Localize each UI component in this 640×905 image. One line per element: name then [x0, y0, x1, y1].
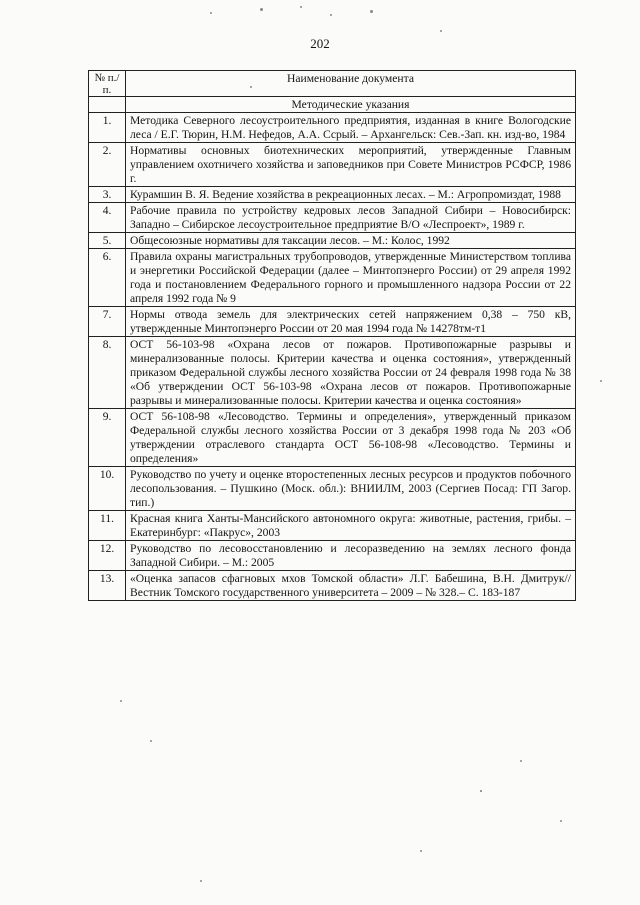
row-document-name: Нормы отвода земель для электрических сетей напряжением 0,38 – 750 кВ, утвержденные Минтопэнерго России от 20 мая 1994 года № 14278тм-т1 [126, 307, 576, 337]
scan-speck [520, 760, 522, 762]
row-number: 1. [89, 113, 126, 143]
scan-speck [370, 10, 373, 13]
row-document-name: Общесоюзные нормативы для таксации лесов. – М.: Колос, 1992 [126, 233, 576, 249]
scan-speck [560, 820, 562, 822]
row-number: 10. [89, 467, 126, 511]
row-number: 4. [89, 203, 126, 233]
table-row [89, 337, 576, 409]
row-document-name: Красная книга Ханты-Мансийского автономного округа: животные, растения, грибы. – Екатеринбург: «Пакрус», 2003 [126, 511, 576, 541]
section-title: Методические указания [126, 97, 576, 113]
scan-speck [260, 8, 263, 11]
table-row [89, 113, 576, 143]
row-document-name: ОСТ 56-108-98 «Лесоводство. Термины и определения», утвержденный приказом Федеральной службы лесного хозяйства России от 3 декабря 1998 года № 203 «Об утверждении отраслевого стандарта ОСТ 56-108-98 «Лесоводство. Термины и определения» [126, 409, 576, 467]
row-document-name: Курамшин В. Я. Ведение хозяйства в рекреационных лесах. – М.: Агропромиздат, 1988 [126, 187, 576, 203]
row-document-name: Правила охраны магистральных трубопроводов, утвержденные Министерством топлива и энергетики Российской Федерации (далее – Минтопэнерго России) от 29 апреля 1992 года и постановлением Федерального горного и промышленного надзора России от 22 апреля 1992 года № 9 [126, 249, 576, 307]
scan-speck [480, 790, 482, 792]
table-row [89, 233, 576, 249]
table-row [89, 249, 576, 307]
row-number: 6. [89, 249, 126, 307]
row-number: 9. [89, 409, 126, 467]
page-number: 202 [310, 36, 330, 51]
documents-table [88, 70, 576, 601]
row-number: 12. [89, 541, 126, 571]
table-row [89, 409, 576, 467]
scan-speck [200, 880, 202, 882]
scan-speck [300, 6, 302, 8]
row-number: 13. [89, 571, 126, 601]
row-number: 11. [89, 511, 126, 541]
row-document-name: Нормативы основных биотехнических мероприятий, утвержденные Главным управлением охотничего хозяйства и заповедников при Совете Министров РСФСР, 1986 г. [126, 143, 576, 187]
table-row [89, 203, 576, 233]
scan-speck [330, 14, 332, 16]
row-number: 7. [89, 307, 126, 337]
row-document-name: ОСТ 56-103-98 «Охрана лесов от пожаров. Противопожарные разрывы и минерализованные полосы. Критерии качества и оценка состояния», утвержденный приказом Федеральной службы лесного хозяйства России от 24 февраля 1998 года № 38 «Об утверждении ОСТ 56-103-98 «Охрана лесов от пожаров. Противопожарные разрывы и минерализованные полосы. Критерии качества и оценка состояния» [126, 337, 576, 409]
row-number: 5. [89, 233, 126, 249]
row-document-name: Руководство по лесовосстановлению и лесоразведению на землях лесного фонда Западной Сибири. – М.: 2005 [126, 541, 576, 571]
scan-speck [250, 86, 252, 88]
table-row [89, 467, 576, 511]
row-document-name: Руководство по учету и оценке второстепенных лесных ресурсов и продуктов побочного лесопользования. – Пушкино (Моск. обл.): ВНИИЛМ, 2003 (Сергиев Посад: ГП Загор. тип.) [126, 467, 576, 511]
table-row [89, 571, 576, 601]
table-row [89, 187, 576, 203]
table-row [89, 511, 576, 541]
table-header-row [89, 71, 576, 97]
row-number: 2. [89, 143, 126, 187]
table-row [89, 307, 576, 337]
row-document-name: Методика Северного лесоустроительного предприятия, изданная в книге Вологодские леса / Е.Г. Тюрин, Н.М. Нефедов, А.А. Ссрый. – Архангельск: Сев.-Зап. кн. изд-во, 1984 [126, 113, 576, 143]
row-number: 3. [89, 187, 126, 203]
scan-speck [120, 700, 122, 702]
row-document-name: Рабочие правила по устройству кедровых лесов Западной Сибири – Новосибирск: Западно – Сибирское лесоустроительное предприятие В/О «Леспроект», 1989 г. [126, 203, 576, 233]
table-row [89, 541, 576, 571]
row-number: 8. [89, 337, 126, 409]
scan-speck [440, 30, 442, 32]
scan-speck [600, 380, 602, 382]
table-row [89, 143, 576, 187]
row-document-name: «Оценка запасов сфагновых мхов Томской области» Л.Г. Бабешина, В.Н. Дмитрук// Вестник Томского государственного университета – 2009 – № 328.– С. 183-187 [126, 571, 576, 601]
section-number-cell [89, 97, 126, 113]
scan-speck [420, 850, 422, 852]
header-number: № п./п. [89, 71, 126, 97]
section-row [89, 97, 576, 113]
header-document-name: Наименование документа [126, 71, 576, 97]
scan-speck [150, 740, 152, 742]
scan-speck [210, 12, 212, 14]
